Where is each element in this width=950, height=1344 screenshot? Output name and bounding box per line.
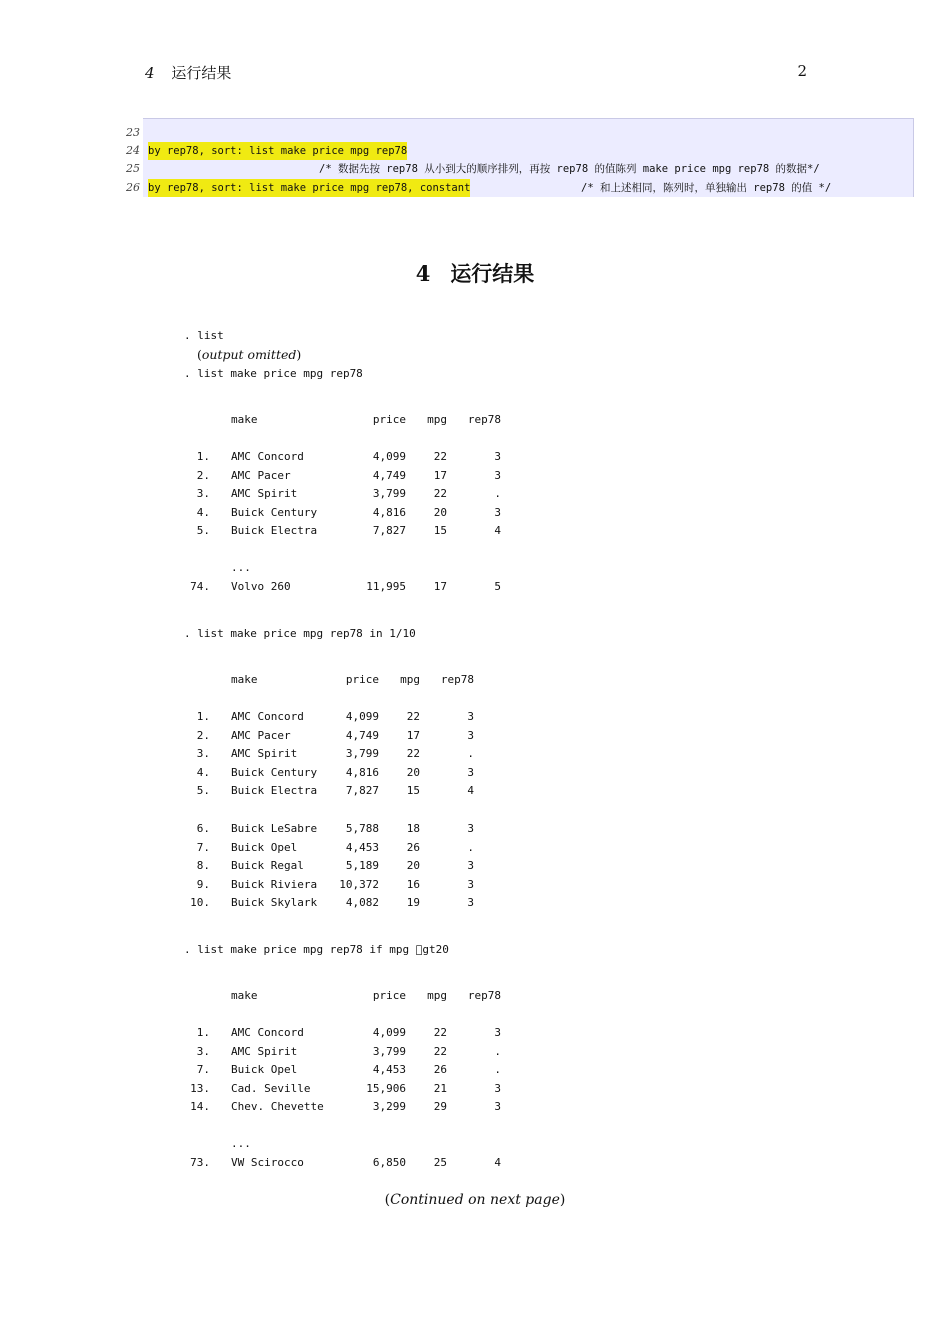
cell-mpg: 17 xyxy=(433,468,447,482)
cell-make: Buick Electra xyxy=(231,784,318,798)
cell-rep78: 3 xyxy=(467,822,474,835)
code-line-23 xyxy=(0,124,950,142)
cell-price: 7,827 xyxy=(372,524,406,538)
column-header-rep78: rep78 xyxy=(467,989,501,1002)
running-header xyxy=(145,62,807,82)
cell-mpg: 22 xyxy=(433,487,447,501)
cell-rep78: 4 xyxy=(494,524,501,538)
cell-rep78: 3 xyxy=(467,896,474,910)
row-number: 2. xyxy=(196,728,210,742)
cell-mpg: 29 xyxy=(433,1100,447,1114)
column-header-mpg: mpg xyxy=(400,673,420,686)
row-number: 74. xyxy=(190,580,210,593)
cell-rep78: 3 xyxy=(494,1026,501,1039)
cell-rep78: . xyxy=(494,487,501,501)
cell-mpg: 26 xyxy=(406,840,420,854)
row-number: 14. xyxy=(190,1100,210,1114)
continued-note: (Continued on next page) xyxy=(384,1192,566,1208)
cell-price: 4,099 xyxy=(372,1026,406,1039)
code-comment: /* 数据先按 rep78 从小到大的顺序排列，再按 rep78 的值陈列 make price mpg rep78 的数据*/ xyxy=(319,163,820,175)
cell-rep78: 3 xyxy=(467,728,474,742)
column-header-price: price xyxy=(372,413,406,426)
cell-make: Cad. Seville xyxy=(231,1081,311,1095)
cell-mpg: 20 xyxy=(406,859,420,873)
cell-rep78: . xyxy=(494,1063,501,1077)
cell-make: Buick Riviera xyxy=(231,877,318,891)
row-number: 4. xyxy=(196,765,210,779)
cell-rep78: 5 xyxy=(494,580,501,593)
cell-mpg: 15 xyxy=(406,784,420,798)
cell-mpg: 26 xyxy=(433,1063,447,1077)
cell-rep78: 4 xyxy=(467,784,474,798)
cell-price: 10,372 xyxy=(339,877,379,891)
cell-price: 4,099 xyxy=(345,710,379,723)
cell-make: AMC Concord xyxy=(231,450,304,463)
cell-make: AMC Spirit xyxy=(231,747,298,761)
cell-rep78: . xyxy=(467,747,474,761)
header-section-title: 运行结果 xyxy=(171,64,232,82)
cell-mpg: 22 xyxy=(433,1044,447,1058)
cell-rep78: 3 xyxy=(467,710,474,723)
cell-mpg: 22 xyxy=(406,747,420,761)
cell-rep78: 3 xyxy=(467,859,474,873)
column-header-mpg: mpg xyxy=(427,413,447,426)
cell-make: Buick Century xyxy=(231,505,318,519)
column-header-make: make xyxy=(231,673,258,686)
row-number: 73. xyxy=(190,1156,210,1169)
cell-mpg: 22 xyxy=(433,1026,447,1039)
cell-make: AMC Spirit xyxy=(231,1044,298,1058)
cell-rep78: 3 xyxy=(494,468,501,482)
command-list-make-price: . list make price mpg rep78 xyxy=(184,367,363,380)
cell-rep78: 4 xyxy=(494,1156,501,1169)
cell-make: Buick Electra xyxy=(231,524,318,538)
code-line-25 xyxy=(0,160,950,178)
cell-price: 6,850 xyxy=(372,1156,406,1169)
row-number: 9. xyxy=(196,877,210,891)
cell-rep78: 3 xyxy=(494,450,501,463)
cell-rep78: 3 xyxy=(467,877,474,891)
line-number: 25 xyxy=(126,162,140,175)
cell-mpg: 17 xyxy=(433,580,447,593)
row-number: 13. xyxy=(190,1081,210,1095)
cell-price: 15,906 xyxy=(366,1081,406,1095)
cell-make: Volvo 260 xyxy=(231,580,291,593)
cell-price: 4,453 xyxy=(345,840,379,854)
header-section-number: 4 xyxy=(145,64,155,82)
section-number: 4 xyxy=(415,261,431,286)
row-number: 1. xyxy=(196,1026,210,1039)
cell-price: 3,799 xyxy=(345,747,379,761)
cell-mpg: 15 xyxy=(433,524,447,538)
cell-mpg: 17 xyxy=(406,728,420,742)
code-line-26 xyxy=(0,179,950,197)
column-header-make: make xyxy=(231,989,258,1002)
line-number: 26 xyxy=(126,181,140,194)
command-list-in-range: . list make price mpg rep78 in 1/10 xyxy=(184,627,416,640)
output-omitted-note: (output omitted) xyxy=(197,347,302,362)
ellipsis: ... xyxy=(231,1137,251,1150)
cell-mpg: 20 xyxy=(406,765,420,779)
section-title: 运行结果 xyxy=(450,261,535,286)
cell-make: AMC Concord xyxy=(231,1026,304,1039)
cell-make: AMC Pacer xyxy=(231,728,291,742)
cell-price: 3,799 xyxy=(372,487,406,501)
row-number: 5. xyxy=(196,784,210,798)
cell-mpg: 22 xyxy=(406,710,420,723)
code-text-highlighted: by rep78, sort: list make price mpg rep78, constant xyxy=(148,179,470,197)
row-number: 7. xyxy=(196,1063,210,1077)
row-number: 1. xyxy=(196,710,210,723)
code-line-24 xyxy=(0,142,950,160)
cell-mpg: 19 xyxy=(406,896,420,910)
row-number: 1. xyxy=(196,450,210,463)
code-text-highlighted: by rep78, sort: list make price mpg rep78 xyxy=(148,142,407,160)
cell-price: 4,082 xyxy=(345,896,379,910)
command-list-if-condition: . list make price mpg rep78 if mpg  gt20 xyxy=(184,943,449,956)
row-number: 3. xyxy=(196,747,210,761)
cell-mpg: 21 xyxy=(433,1081,447,1095)
section-heading xyxy=(0,258,950,288)
column-header-mpg: mpg xyxy=(427,989,447,1002)
row-number: 5. xyxy=(196,524,210,538)
cell-make: Buick LeSabre xyxy=(231,822,318,835)
cell-price: 3,799 xyxy=(372,1044,406,1058)
cell-mpg: 25 xyxy=(433,1156,447,1169)
line-number: 23 xyxy=(126,126,140,139)
code-comment: /* 和上述相同，陈列时，单独输出 rep78 的值 */ xyxy=(581,182,832,194)
line-number: 24 xyxy=(126,144,140,157)
cell-price: 4,099 xyxy=(372,450,406,463)
cell-mpg: 22 xyxy=(433,450,447,463)
cell-make: Chev. Chevette xyxy=(231,1100,324,1114)
cell-rep78: 3 xyxy=(467,765,474,779)
cell-make: VW Scirocco xyxy=(231,1156,304,1169)
ellipsis: ... xyxy=(231,561,251,574)
cell-make: AMC Concord xyxy=(231,710,304,723)
cell-make: AMC Pacer xyxy=(231,468,291,482)
row-number: 3. xyxy=(196,487,210,501)
cell-make: AMC Spirit xyxy=(231,487,298,501)
column-header-make: make xyxy=(231,413,258,426)
cell-price: 5,189 xyxy=(345,859,379,873)
cell-price: 4,816 xyxy=(372,505,406,519)
cell-price: 11,995 xyxy=(366,580,406,593)
row-number: 10. xyxy=(190,896,210,910)
cell-make: Buick Opel xyxy=(231,840,298,854)
cell-price: 4,453 xyxy=(372,1063,406,1077)
row-number: 8. xyxy=(196,859,210,873)
cell-mpg: 20 xyxy=(433,505,447,519)
column-header-price: price xyxy=(372,989,406,1002)
cell-rep78: . xyxy=(494,1044,501,1058)
column-header-rep78: rep78 xyxy=(467,413,501,426)
column-header-price: price xyxy=(345,673,379,686)
column-header-rep78: rep78 xyxy=(440,673,474,686)
row-number: 6. xyxy=(196,822,210,835)
cell-make: Buick Opel xyxy=(231,1063,298,1077)
cell-rep78: 3 xyxy=(494,505,501,519)
page-number: 2 xyxy=(797,62,807,80)
row-number: 3. xyxy=(196,1044,210,1058)
cell-make: Buick Skylark xyxy=(231,896,318,910)
cell-rep78: . xyxy=(467,840,474,854)
cell-price: 5,788 xyxy=(345,822,379,835)
command-list: . list xyxy=(184,329,224,342)
cell-rep78: 3 xyxy=(494,1100,501,1114)
row-number: 2. xyxy=(196,468,210,482)
row-number: 4. xyxy=(196,505,210,519)
cell-price: 4,749 xyxy=(345,728,379,742)
cell-rep78: 3 xyxy=(494,1081,501,1095)
cell-price: 7,827 xyxy=(345,784,379,798)
row-number: 7. xyxy=(196,840,210,854)
cell-price: 4,749 xyxy=(372,468,406,482)
cell-mpg: 18 xyxy=(406,822,420,835)
cell-make: Buick Regal xyxy=(231,859,304,873)
cell-mpg: 16 xyxy=(406,877,420,891)
cell-price: 4,816 xyxy=(345,765,379,779)
cell-price: 3,299 xyxy=(372,1100,406,1114)
cell-make: Buick Century xyxy=(231,765,318,779)
